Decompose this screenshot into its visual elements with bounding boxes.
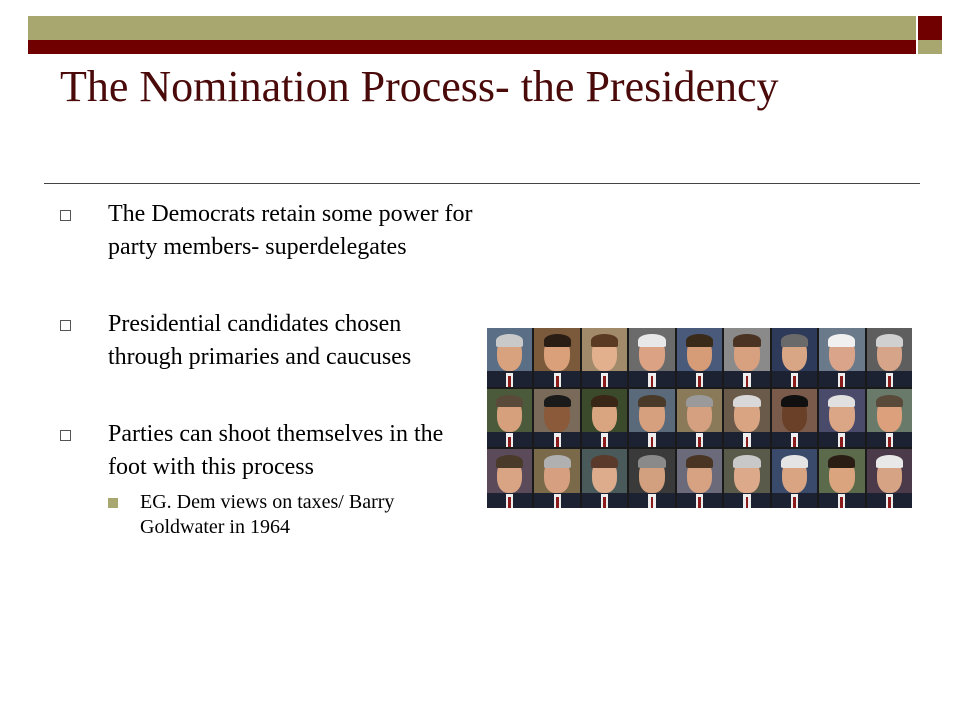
candidate-portrait — [582, 449, 627, 508]
candidate-portrait — [724, 328, 769, 387]
candidate-portrait — [819, 328, 864, 387]
candidate-portrait — [867, 328, 912, 387]
candidate-portrait — [582, 389, 627, 448]
header-olive-bar — [28, 16, 916, 40]
candidate-portrait — [819, 449, 864, 508]
candidate-portrait — [629, 449, 674, 508]
bullet-item — [60, 308, 480, 374]
bullet-list — [60, 198, 480, 540]
candidate-portrait — [487, 389, 532, 448]
candidate-portrait — [867, 449, 912, 508]
sub-bullet-item — [108, 490, 480, 540]
bullet-text: Presidential candidates chosen through primaries and caucuses — [108, 311, 412, 370]
candidate-portrait — [487, 449, 532, 508]
sub-bullet-text: EG. Dem views on taxes/ Barry Goldwater in 1964 — [140, 491, 395, 538]
candidate-portrait — [724, 449, 769, 508]
candidate-portrait — [534, 328, 579, 387]
candidate-portrait — [534, 449, 579, 508]
candidate-portrait — [819, 389, 864, 448]
hollow-square-bullet-icon — [60, 320, 71, 331]
bullet-item — [60, 418, 480, 540]
candidate-portrait — [487, 328, 532, 387]
candidate-portrait — [677, 328, 722, 387]
sub-bullet-list — [108, 490, 480, 540]
candidate-portrait — [867, 389, 912, 448]
title-divider — [44, 183, 920, 184]
portrait-grid — [487, 328, 912, 508]
bullet-text: Parties can shoot themselves in the foot with this process — [108, 421, 444, 480]
candidate-portrait — [724, 389, 769, 448]
filled-square-bullet-icon — [108, 498, 118, 508]
corner-maroon-square — [918, 16, 942, 40]
bullet-text: The Democrats retain some power for party members- superdelegates — [108, 201, 473, 260]
slide-title: The Nomination Process- the Presidency — [60, 62, 779, 111]
candidate-portrait — [534, 389, 579, 448]
header-maroon-bar — [28, 40, 916, 54]
candidate-portrait — [772, 389, 817, 448]
candidates-photo-collage — [487, 328, 912, 508]
candidate-portrait — [677, 449, 722, 508]
candidate-portrait — [772, 449, 817, 508]
candidate-portrait — [772, 328, 817, 387]
bullet-item — [60, 198, 480, 264]
hollow-square-bullet-icon — [60, 430, 71, 441]
candidate-portrait — [677, 389, 722, 448]
corner-olive-square — [918, 40, 942, 54]
candidate-portrait — [629, 328, 674, 387]
candidate-portrait — [582, 328, 627, 387]
hollow-square-bullet-icon — [60, 210, 71, 221]
candidate-portrait — [629, 389, 674, 448]
